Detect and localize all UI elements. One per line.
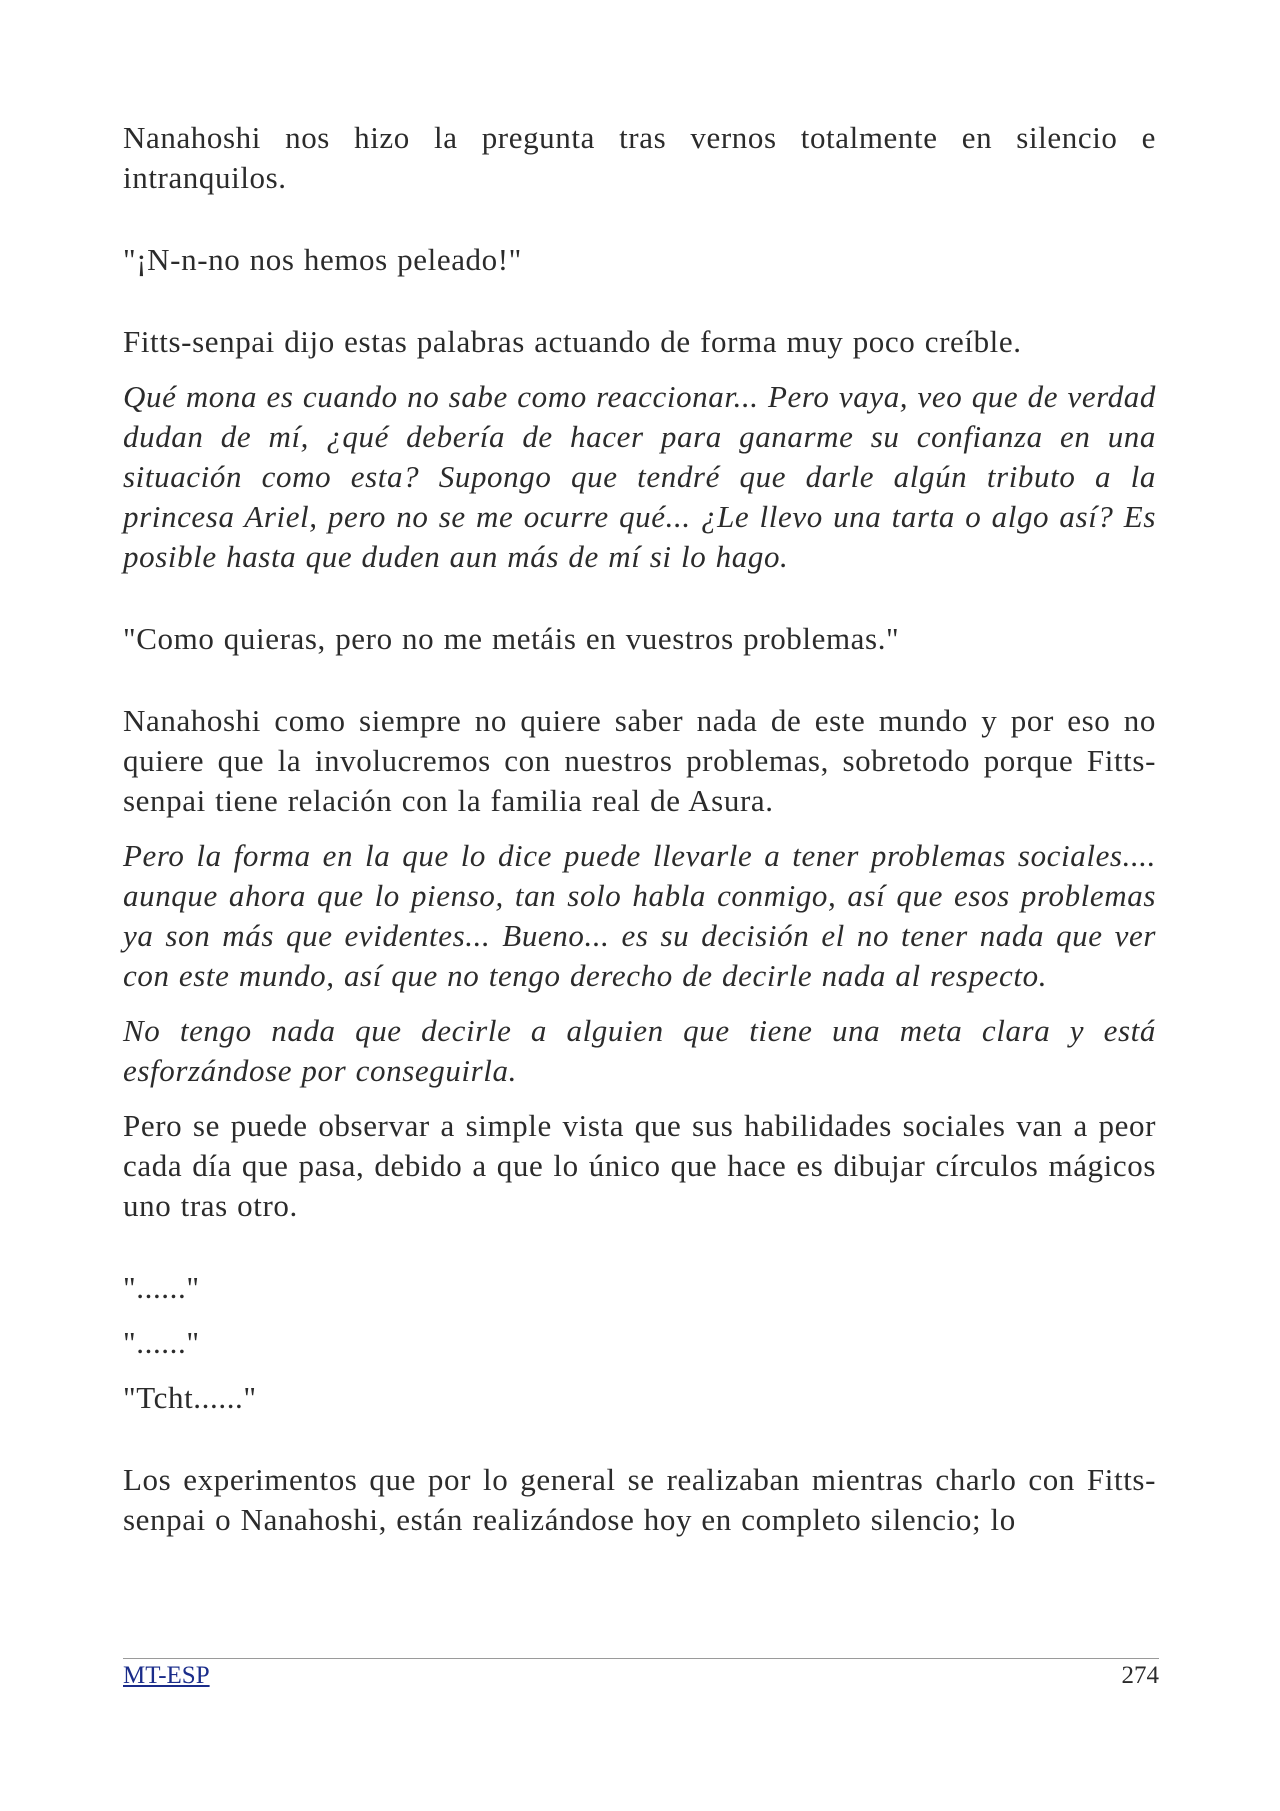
- paragraph-6: Nanahoshi como siempre no quiere saber nada de este mundo y por eso no quiere que la involucremos con nuestros problemas, sobretodo porque Fitts-senpai tiene relación con la familia real de Asura.: [123, 703, 1156, 818]
- paragraph-2-dialogue: "¡N-n-no nos hemos peleado!": [123, 242, 522, 277]
- paragraph-4-thought: Qué mona es cuando no sabe como reaccionar... Pero vaya, veo que de verdad dudan de mí, ¿qué debería de hacer para ganarme su confianza en una situación como esta? Supongo que tendré que darle algún tributo a la princesa Ariel, pero no se me ocurre qué... ¿Le llevo una tarta o algo así? Es posible hasta que duden aun más de mí si lo hago.: [123, 379, 1156, 574]
- paragraph-5-dialogue: "Como quieras, pero no me metáis en vuestros problemas.": [123, 621, 900, 656]
- paragraph-11-dialogue: "......": [123, 1325, 200, 1360]
- footer-source-link[interactable]: MT-ESP: [123, 1662, 210, 1689]
- paragraph-13: Los experimentos que por lo general se realizaban mientras charlo con Fitts-senpai o Nanahoshi, están realizándose hoy en completo silencio; lo: [123, 1462, 1156, 1537]
- paragraph-12-dialogue: "Tcht......": [123, 1380, 257, 1415]
- paragraph-1: Nanahoshi nos hizo la pregunta tras vernos totalmente en silencio e intranquilos.: [123, 120, 1156, 195]
- paragraph-7-thought: Pero la forma en la que lo dice puede llevarle a tener problemas sociales.... aunque ahora que lo pienso, tan solo habla conmigo, así que esos problemas ya son más que evidentes... Bueno... es su decisión el no tener nada que ver con este mundo, así que no tengo derecho de decirle nada al respecto.: [123, 838, 1156, 993]
- footer-divider: [123, 1658, 1159, 1659]
- page-body: [123, 118, 1156, 1540]
- page-number: 274: [1121, 1662, 1159, 1689]
- paragraph-3: Fitts-senpai dijo estas palabras actuando de forma muy poco creíble.: [123, 324, 1022, 359]
- paragraph-8-thought: No tengo nada que decirle a alguien que tiene una meta clara y está esforzándose por conseguirla.: [123, 1013, 1156, 1088]
- paragraph-9: Pero se puede observar a simple vista que sus habilidades sociales van a peor cada día que pasa, debido a que lo único que hace es dibujar círculos mágicos uno tras otro.: [123, 1108, 1156, 1223]
- paragraph-10-dialogue: "......": [123, 1270, 200, 1305]
